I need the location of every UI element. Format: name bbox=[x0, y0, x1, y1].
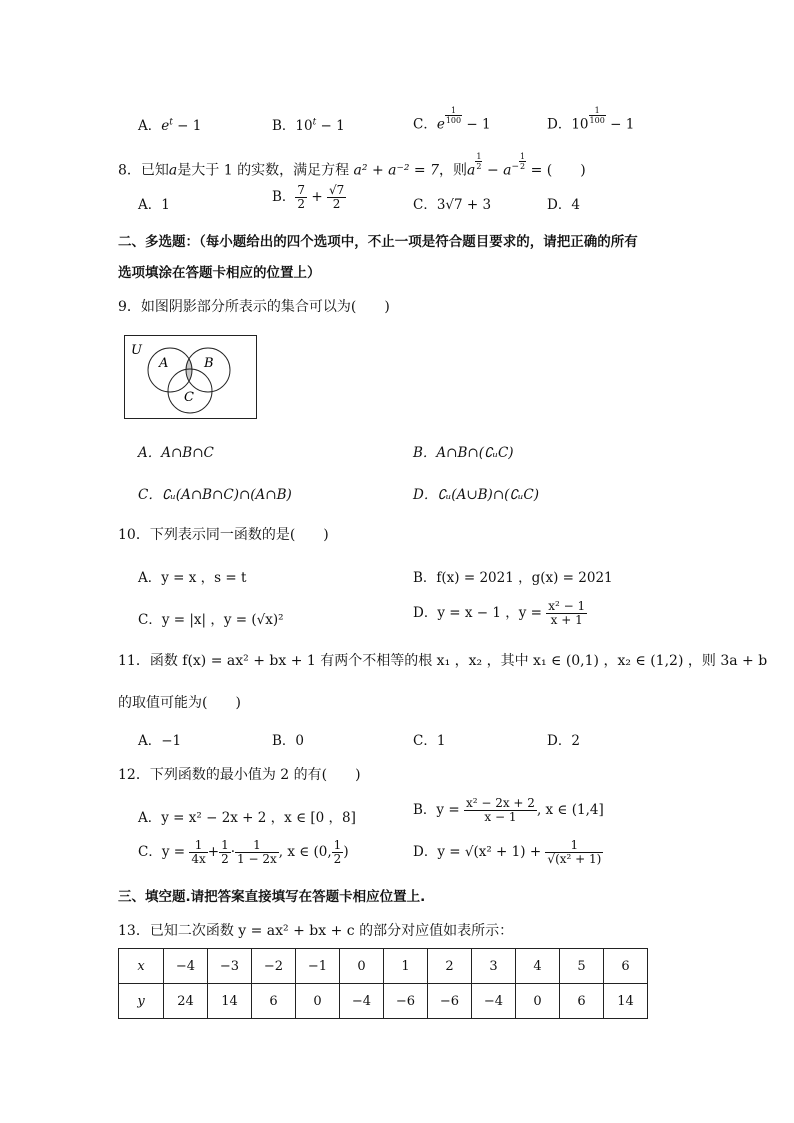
table-cell: 6 bbox=[604, 949, 648, 984]
q10-option-d[interactable]: D．y = x − 1 ，y = $\frac{\text{x² − 1}}{x + 1}$ bbox=[413, 599, 586, 627]
table-cell: 6 bbox=[560, 984, 604, 1019]
q10-option-c[interactable]: C．y = |x| ，y = (√x)² bbox=[138, 612, 284, 628]
q9-option-c[interactable]: C．∁ᵤ(A∩B∩C)∩(A∩B) bbox=[138, 487, 292, 503]
set-a-circle bbox=[148, 348, 192, 392]
q11-option-d[interactable]: D．2 bbox=[547, 733, 580, 749]
q7-option-b[interactable]: B．10$^t$ − 1 bbox=[272, 117, 345, 134]
q11-stem-line1: 11．函数 f(x) = ax² + bx + 1 有两个不相等的根 x₁ ，x₂ ，其中 x₁ ∈ (0,1) ，x₂ ∈ (1,2) ，则 3a + b bbox=[118, 653, 768, 669]
table-cell: 4 bbox=[516, 949, 560, 984]
q9-option-a[interactable]: A．A∩B∩C bbox=[138, 445, 214, 461]
table-cell: 24 bbox=[164, 984, 208, 1019]
table-cell: 0 bbox=[296, 984, 340, 1019]
table-cell: −1 bbox=[296, 949, 340, 984]
q13-stem: 13．已知二次函数 y = ax² + bx + c 的部分对应值如表所示： bbox=[118, 923, 514, 939]
q12-stem: 12．下列函数的最小值为 2 的有( ) bbox=[118, 767, 361, 783]
q11-option-c[interactable]: C．1 bbox=[413, 733, 446, 749]
table-cell: −2 bbox=[252, 949, 296, 984]
table-row-y bbox=[119, 984, 648, 1019]
table-cell: 2 bbox=[428, 949, 472, 984]
q9-option-d[interactable]: D．∁ᵤ(A∪B)∩(∁ᵤC) bbox=[413, 487, 539, 503]
q10-option-a[interactable]: A．y = x ，s = t bbox=[138, 570, 247, 586]
value-table bbox=[118, 948, 648, 1019]
table-cell: 0 bbox=[516, 984, 560, 1019]
table-cell: −3 bbox=[208, 949, 252, 984]
q10-option-b[interactable]: B．f(x) = 2021 ，g(x) = 2021 bbox=[413, 570, 613, 586]
q11-option-b[interactable]: B．0 bbox=[272, 733, 305, 749]
table-cell: 0 bbox=[340, 949, 384, 984]
table-cell: 14 bbox=[208, 984, 252, 1019]
q11-stem-line2: 的取值可能为( ) bbox=[118, 695, 241, 711]
q10-stem: 10．下列表示同一函数的是( ) bbox=[118, 527, 329, 543]
q12-option-d[interactable]: D．y = √(x² + 1) + $\frac{1}{\text{√(x² + 1)}}$ bbox=[413, 838, 602, 866]
table-cell: −4 bbox=[340, 984, 384, 1019]
table-cell: −6 bbox=[428, 984, 472, 1019]
q7-option-c[interactable]: C．e $\frac{1}{100}$ − 1 bbox=[413, 106, 491, 133]
label-b: B bbox=[204, 356, 214, 371]
label-u: U bbox=[131, 343, 142, 358]
section2-heading-line2: 选项填涂在答题卡相应的位置上） bbox=[118, 265, 321, 281]
venn-diagram bbox=[124, 335, 257, 419]
q12-option-c[interactable]: C．y = $\frac{1}{4x}$ + $\frac{1}{2}$ · $\frac{1}{1 - 2x}$ , x ∈ (0, $\frac{1}{2}$ ) bbox=[138, 838, 349, 866]
exponent-fraction: $\frac{1}{100}$ bbox=[589, 106, 605, 125]
table-cell: 5 bbox=[560, 949, 604, 984]
label-a: A bbox=[159, 356, 169, 371]
q12-option-a[interactable]: A．y = x² − 2x + 2 ，x ∈ [0 ，8] bbox=[138, 810, 356, 826]
q7-option-a[interactable]: A．$e^t - 1$ bbox=[138, 117, 202, 134]
q8-option-d[interactable]: D．4 bbox=[547, 197, 580, 213]
q11-option-a[interactable]: A．−1 bbox=[138, 733, 182, 749]
q7-option-d[interactable]: D．10 $\frac{1}{100}$ − 1 bbox=[547, 106, 635, 133]
exponent-fraction: $\frac{1}{100}$ bbox=[445, 106, 462, 125]
label-c: C bbox=[184, 390, 194, 405]
table-cell: 3 bbox=[472, 949, 516, 984]
section2-heading-line1: 二、多选题：（每小题给出的四个选项中，不止一项是符合题目要求的，请把正确的所有 bbox=[118, 234, 638, 250]
table-cell: −4 bbox=[472, 984, 516, 1019]
q12-option-b[interactable]: B．y = $\frac{\text{x² − 2x + 2}}{x - 1}$ , x ∈ (1,4] bbox=[413, 796, 604, 824]
table-cell: −6 bbox=[384, 984, 428, 1019]
q8-stem: 8．已知a是大于 1 的实数，满足方程 a² + a⁻² = 7，则a $\frac{1}{2}$ − a− $\frac{1}{2}$ = ( ) bbox=[118, 152, 586, 179]
table-cell: 1 bbox=[384, 949, 428, 984]
q9-stem: 9．如图阴影部分所表示的集合可以为( ) bbox=[118, 299, 390, 315]
q8-option-c[interactable]: C．3√7 + 3 bbox=[413, 197, 492, 213]
q8-option-b[interactable]: B． $\frac{7}{2}$ + $\frac{√7}{2}$ bbox=[272, 183, 345, 211]
table-cell: 14 bbox=[604, 984, 648, 1019]
table-header-x: x bbox=[119, 949, 164, 984]
table-cell: −4 bbox=[164, 949, 208, 984]
table-cell: 6 bbox=[252, 984, 296, 1019]
table-header-y: y bbox=[119, 984, 164, 1019]
table-row-x bbox=[119, 949, 648, 984]
q9-option-b[interactable]: B．A∩B∩(∁ᵤC) bbox=[413, 445, 514, 461]
section3-heading: 三、填空题.请把答案直接填写在答题卡相应位置上. bbox=[118, 889, 426, 905]
q8-option-a[interactable]: A．1 bbox=[138, 197, 170, 213]
